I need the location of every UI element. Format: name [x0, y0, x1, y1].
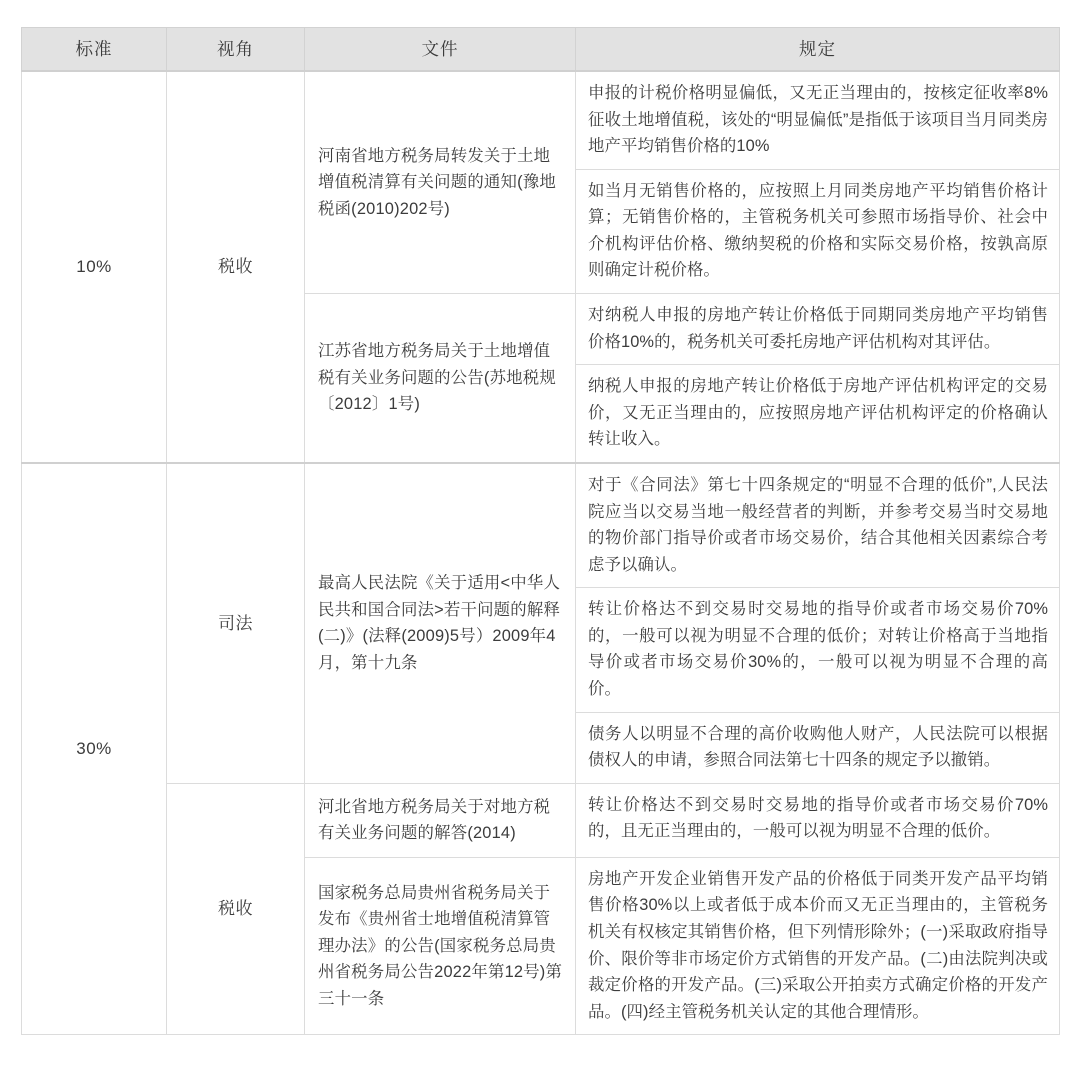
cell-rule	[576, 365, 1060, 463]
cell-view: 税收	[167, 71, 305, 463]
cell-rule	[576, 294, 1060, 365]
table-row	[22, 463, 1060, 588]
rule-text: 转让价格达不到交易时交易地的指导价或者市场交易价70%的，且无正当理由的，一般可以视为明显不合理的低价。	[588, 795, 1048, 841]
rule-text: 房地产开发企业销售开发产品的价格低于同类开发产品平均销售价格30%以上或者低于成本价而又无正当理由的，主管税务机关有权核定其销售价格，但下列情形除外；(一)采取政府指导价、限价等非市场定价方式销售的开发产品。(二)由法院判决或裁定价格的开发产品。(三)采取公开拍卖方式确定价格的开发产品。(四)经主管税务机关认定的其他合理情形。	[588, 869, 1048, 1021]
column-header-view: 视角	[167, 28, 305, 72]
rule-text: 债务人以明显不合理的高价收购他人财产，人民法院可以根据债权人的申请，参照合同法第七十四条的规定予以撤销。	[588, 724, 1048, 770]
table-header-row	[22, 28, 1060, 72]
rule-text: 转让价格达不到交易时交易地的指导价或者市场交易价70%的，一般可以视为明显不合理的低价；对转让价格高于当地指导价或者市场交易价30%的，一般可以视为明显不合理的高价。	[588, 600, 1048, 698]
table-row	[22, 71, 1060, 169]
table-header	[22, 28, 1060, 72]
table-row	[22, 783, 1060, 857]
cell-rule	[576, 588, 1060, 712]
table-body	[22, 71, 1060, 1035]
column-header-document: 文件	[305, 28, 576, 72]
cell-standard: 10%	[22, 71, 167, 463]
rule-text: 申报的计税价格明显偏低，又无正当理由的，按核定征收率8%征收土地增值税，该处的“明显偏低”是指低于该项目当月同类房地产平均销售价格的10%	[588, 84, 1048, 156]
rule-text: 纳税人申报的房地产转让价格低于房地产评估机构评定的交易价，又无正当理由的，应按照房地产评估机构评定的价格确认转让收入。	[588, 377, 1048, 449]
cell-rule	[576, 169, 1060, 293]
cell-view: 税收	[167, 783, 305, 1035]
cell-rule	[576, 783, 1060, 857]
cell-rule	[576, 857, 1060, 1034]
cell-view: 司法	[167, 463, 305, 783]
cell-document: 国家税务总局贵州省税务局关于发布《贵州省士地增值税清算管理办法》的公告(国家税务总局贵州省税务局公告2022年第12号)第三十一条	[305, 857, 576, 1034]
column-header-rule: 规定	[576, 28, 1060, 72]
cell-document: 河南省地方税务局转发关于土地增值税清算有关问题的通知(豫地税函(2010)202号)	[305, 71, 576, 294]
rule-text: 如当月无销售价格的，应按照上月同类房地产平均销售价格计算；无销售价格的，主管税务机关可参照市场指导价、社会中介机构评估价格、缴纳契税的价格和实际交易价格，按孰高原则确定计税价格。	[588, 181, 1048, 280]
cell-standard: 30%	[22, 463, 167, 1035]
cell-document: 江苏省地方税务局关于土地增值税有关业务问题的公告(苏地税规〔2012〕1号)	[305, 294, 576, 463]
rule-text: 对于《合同法》第七十四条规定的“明显不合理的低价”,人民法院应当以交易当地一般经营者的判断，并参考交易当时交易地的物价部门指导价或者市场交易价，结合其他相关因素综合考虑予以确认。	[588, 475, 1048, 574]
rule-text: 对纳税人申报的房地产转让价格低于同期同类房地产平均销售价格10%的，税务机关可委托房地产评估机构对其评估。	[588, 306, 1048, 351]
regulation-table	[21, 27, 1060, 1035]
cell-rule	[576, 463, 1060, 588]
cell-rule	[576, 71, 1060, 169]
cell-document: 最高人民法院《关于适用<中华人民共和国合同法>若干问题的解释(二)》(法释(2009)5号）2009年4月，第十九条	[305, 463, 576, 783]
column-header-standard: 标准	[22, 28, 167, 72]
cell-rule	[576, 712, 1060, 783]
cell-document: 河北省地方税务局关于对地方税有关业务问题的解答(2014)	[305, 783, 576, 857]
